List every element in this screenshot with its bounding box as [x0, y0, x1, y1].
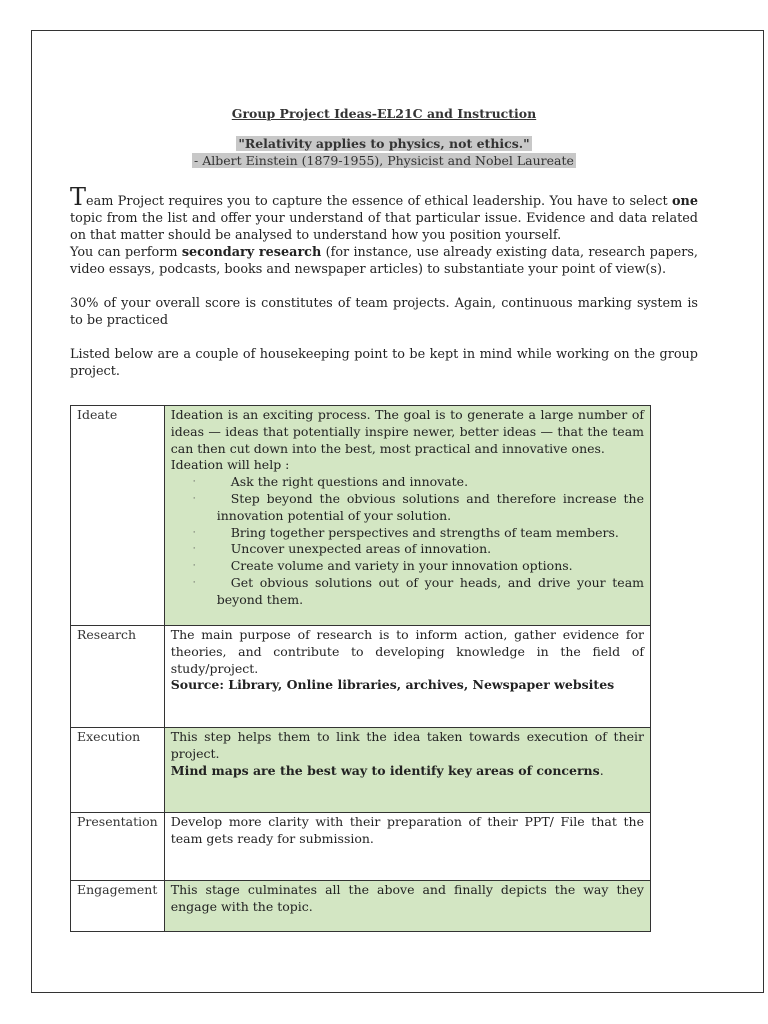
step-label: Presentation — [71, 813, 165, 881]
table-row — [71, 813, 651, 881]
step-description: This step helps them to link the idea taken towards execution of their project. Mind maps are the best way to identify key areas of concerns. — [164, 728, 650, 813]
list-item: · Uncover unexpected areas of innovation. — [192, 541, 492, 557]
research-paragraph: You can perform secondary research (for instance, use already existing data, research papers, video essays, podcasts, books and newspaper articles) to substantiate your point of view(s). — [70, 245, 698, 277]
list-item: · Bring together perspectives and strengths of team members. — [192, 524, 619, 540]
step-label: Execution — [71, 728, 165, 813]
step-label: Research — [71, 626, 165, 728]
bullet-icon: · — [192, 544, 196, 555]
list-item: · Step beyond the obvious solutions and therefore increase the innovation potential of your solution. — [192, 490, 644, 523]
bullet-icon: · — [192, 527, 196, 538]
quote-text: "Relativity applies to physics, not ethics." — [238, 136, 530, 151]
quote-attribution: - Albert Einstein (1879-1955), Physicist and Nobel Laureate — [194, 153, 574, 168]
step-description: Ideation is an exciting process. The goal is to generate a large number of ideas — ideas that potentially inspire newer, better ideas — that the team can then cut down into the best, most practical and innovative ones. Ideation will help : · Ask the right questions and innovate. · Step beyond the obvious solutions and therefore increase the innovation potential of your solution. · Bring together perspectives and strengths of team members. · Uncover unexpected areas of innovation. · Create volume and variety in your innovation options. · Get obvious solutions out of your heads, and drive your team beyond them. — [164, 406, 650, 626]
step-description: This stage culminates all the above and finally depicts the way they engage with the topic. — [164, 881, 650, 932]
list-item: · Create volume and variety in your innovation options. — [192, 558, 573, 574]
score-note: 30% of your overall score is constitutes of team projects. Again, continuous marking system is to be practiced — [70, 296, 698, 328]
bullet-icon: · — [192, 477, 196, 488]
document-title: Group Project Ideas-EL21C and Instruction — [231, 106, 537, 121]
step-label: Ideate — [71, 406, 165, 626]
intro-paragraph: Team Project requires you to capture the essence of ethical leadership. You have to select one topic from the list and offer your understand of that particular issue. Evidence and data related on that matter should be analysed to understand how you position yourself. — [70, 183, 698, 243]
step-label: Engagement — [71, 881, 165, 932]
list-item: · Get obvious solutions out of your heads, and drive your team beyond them. — [192, 574, 644, 607]
table-row — [71, 406, 651, 626]
bullet-icon: · — [192, 577, 196, 588]
table-row — [71, 626, 651, 728]
list-item: · Ask the right questions and innovate. — [192, 474, 469, 490]
dropcap-letter: T — [70, 183, 87, 211]
bullet-icon: · — [192, 561, 196, 572]
document-body — [70, 106, 698, 380]
housekeeping-note: Listed below are a couple of housekeeping point to be kept in mind while working on the group project. — [70, 347, 698, 379]
ideation-bullet-list — [171, 474, 644, 608]
step-description: The main purpose of research is to inform action, gather evidence for theories, and contribute to developing knowledge in the field of study/project. Source: Library, Online libraries, archives, Newspaper websites — [164, 626, 650, 728]
quote-block — [70, 135, 698, 169]
bullet-icon: · — [192, 493, 196, 504]
table-row — [71, 881, 651, 932]
table-row — [71, 728, 651, 813]
project-steps-table — [70, 405, 651, 932]
step-description: Develop more clarity with their preparation of their PPT/ File that the team gets ready for submission. — [164, 813, 650, 881]
document-page — [31, 30, 764, 993]
